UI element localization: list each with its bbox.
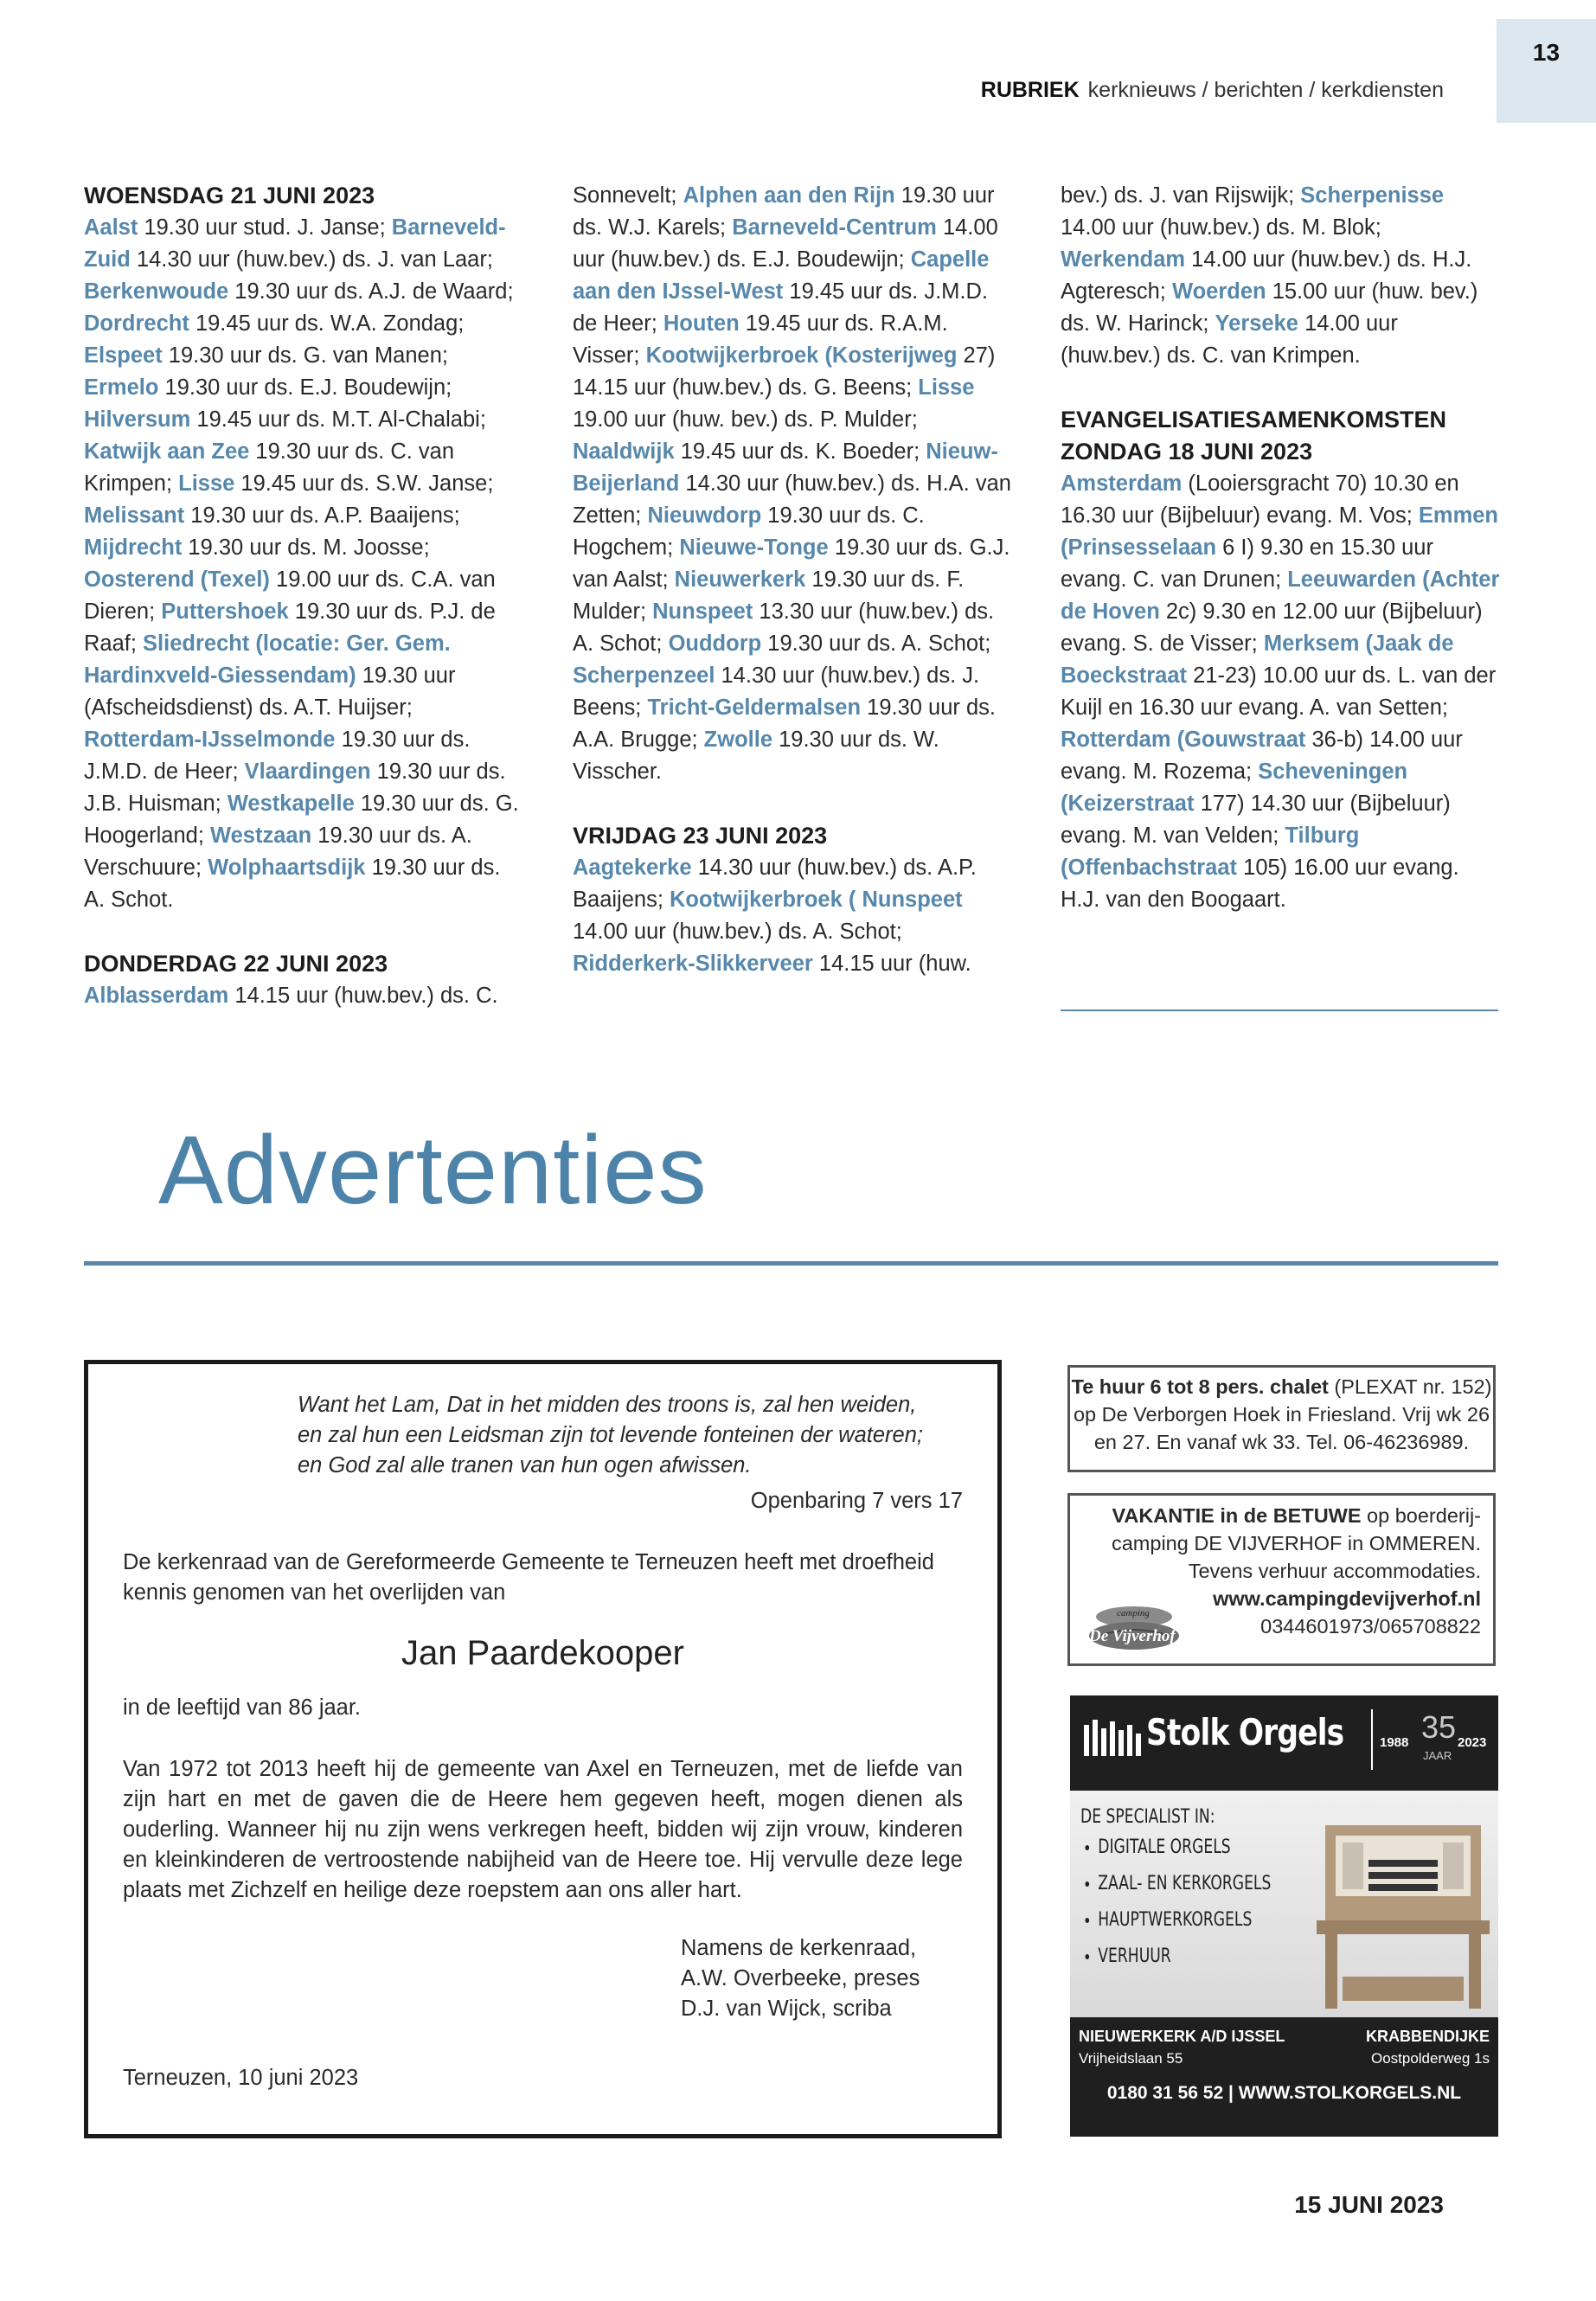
- specialist-heading: DE SPECIALIST IN:: [1080, 1806, 1215, 1828]
- address-2: Oostpolderweg 1s: [1370, 2050, 1490, 2067]
- place-name: Ridderkerk-Slikkerveer: [573, 952, 813, 976]
- evangelisation-meetings: Amsterdam (Looiersgracht 70) 10.30 en 16.30 uur (Bijbeluur) evang. M. Vos; Emmen (Prinsesselaan 6 I) 9.30 en 15.30 uur evang. C. van Drunen; Leeuwarden (Achter de Hoven 2c) 9.30 en 12.00 uur (Bijbeluur) evang. S. de Visser; Merksem (Jaak de Boeckstraat 21-23) 10.00 uur ds. L. van der Kuijl en 16.30 uur evang. A. van Setten; Rotterdam (Gouwstraat 36-b) 14.00 uur evang. M. Rozema; Scheveningen (Keizerstraat 177) 14.30 uur (Bijbeluur) evang. M. van Velden; Tilburg (Offenbachstraat 105) 16.00 uur evang. H.J. van den Boogaart.: [1061, 471, 1500, 912]
- chalet-ad-headline: Te huur 6 tot 8 pers. chalet: [1071, 1375, 1329, 1398]
- list-item: • VERHUUR: [1098, 1945, 1271, 1967]
- place-name: Puttershoek: [161, 599, 289, 624]
- place-name: Alphen aan den Rijn: [683, 183, 895, 208]
- location-1: NIEUWERKERK A/D IJSSEL: [1079, 2028, 1285, 2045]
- camping-phone: 0344601973/065708822: [1260, 1615, 1481, 1638]
- chalet-ad: [1067, 1365, 1496, 1472]
- place-name: Melissant: [84, 503, 185, 528]
- place-name: Barneveld-Zuid: [84, 215, 506, 272]
- bible-verse: [298, 1390, 963, 1481]
- verse-line: en zal hun een Leidsman zijn tot levende fonteinen der wateren;: [298, 1423, 923, 1447]
- services-column-2: [573, 180, 1014, 980]
- signature-line: D.J. van Wijck, scriba: [681, 1997, 892, 2021]
- stolk-contact[interactable]: 0180 31 56 52 | WWW.STOLKORGELS.NL: [1106, 2083, 1462, 2103]
- place-name: Barneveld-Centrum: [732, 215, 937, 240]
- location-2: KRABBENDIJKE: [1365, 2028, 1490, 2045]
- place-name: Westkapelle: [227, 792, 355, 816]
- services-thursday: Alblasserdam 14.15 uur (huw.bev.) ds. C.: [84, 984, 498, 1008]
- place-name: Houten: [663, 311, 740, 336]
- camping-logo-text: camping: [1117, 1608, 1150, 1618]
- day-heading-wednesday: WOENSDAG 21 JUNI 2023: [84, 183, 375, 208]
- chalet-ad-text: (PLEXAT nr. 152) op De Verborgen Hoek in Friesland. Vrij wk 26 en 27. En vanaf wk 33. Tel. 06-46236989.: [1073, 1375, 1492, 1453]
- stolk-specialties: [1070, 1791, 1498, 2017]
- camping-ad-text: Tevens verhuur accommodaties.: [1188, 1560, 1481, 1582]
- ads-divider: [84, 1261, 1498, 1266]
- place-name: Scherpenisse: [1300, 183, 1445, 208]
- notice-body: Van 1972 tot 2013 heeft hij de gemeente van Axel en Terneuzen, met de liefde van zijn hart en met de gaven die de Heere hem gegeven heeft, mogen dienen als ouderling. Wanneer hij nu zijn wens verkregen heeft, bidden wij zijn vrouw, kinderen en kleinkinderen de vertroostende nabijheid van de Heere toe. Hij vervulle deze lege plaats met Zichzelf en heilige deze roepstem aan ons aller hart.: [123, 1757, 963, 1902]
- verse-line: en God zal alle tranen van hun ogen afwissen.: [298, 1453, 752, 1477]
- camping-ad-text: op boerderij-: [1361, 1504, 1481, 1527]
- list-item: • ZAAL- EN KERKORGELS: [1098, 1873, 1271, 1894]
- notice-intro: De kerkenraad van de Gereformeerde Gemeente te Terneuzen heeft met droefheid kennis genomen van het overlijden van: [123, 1550, 934, 1605]
- place-name: Nieuwe-Tonge: [679, 535, 829, 560]
- camping-ad-headline: VAKANTIE in de BETUWE: [1112, 1504, 1362, 1527]
- place-name: Kootwijkerbroek (Kosterijweg: [645, 343, 958, 368]
- year-to: 2023: [1458, 1735, 1487, 1750]
- camping-website[interactable]: www.campingdevijverhof.nl: [1213, 1587, 1481, 1610]
- place-name: Westzaan: [210, 824, 312, 848]
- place-name: Nieuwerkerk: [674, 567, 806, 592]
- place-name: Tilburg (Offenbachstraat: [1061, 824, 1360, 880]
- place-name: Oosterend (Texel): [84, 567, 270, 592]
- place-name: Ouddorp: [668, 631, 762, 656]
- place-name: Werkendam: [1061, 247, 1186, 272]
- signature-line: Namens de kerkenraad,: [681, 1936, 917, 1960]
- place-name: Amsterdam: [1061, 471, 1183, 496]
- place-name: Rotterdam (Gouwstraat: [1061, 727, 1306, 752]
- place-name: Elspeet: [84, 343, 163, 368]
- verse-line: Want het Lam, Dat in het midden des troons is, zal hen weiden,: [298, 1393, 917, 1417]
- place-name: Kootwijkerbroek ( Nunspeet: [670, 888, 963, 912]
- list-item: • HAUPTWERKORGELS: [1098, 1909, 1271, 1931]
- place-name: Wolphaartsdijk: [208, 856, 366, 880]
- header-section: RUBRIEK: [980, 78, 1080, 102]
- stolk-orgels-ad: [1070, 1695, 1498, 2137]
- year-from: 1988: [1380, 1735, 1409, 1750]
- place-name: Naaldwijk: [573, 439, 675, 464]
- place-name: Aagtekerke: [573, 856, 692, 880]
- verse-reference: Openbaring 7 vers 17: [750, 1489, 963, 1513]
- deceased-name: Jan Paardekooper: [401, 1634, 684, 1672]
- ads-section-title: Advertenties: [158, 1116, 708, 1224]
- place-name: Vlaardingen: [244, 760, 371, 784]
- place-name: Tricht-Geldermalsen: [647, 695, 862, 720]
- services-friday-continued: bev.) ds. J. van Rijswijk; Scherpenisse 14.00 uur (huw.bev.) ds. M. Blok; Werkendam 14.00 uur (huw.bev.) ds. H.J. Agteresch; Woerden 15.00 uur (huw. bev.) ds. W. Harinck; Yerseke 14.00 uur (huw.bev.) ds. C. van Krimpen.: [1061, 183, 1478, 368]
- place-name: Dordrecht: [84, 311, 189, 336]
- day-heading-thursday: DONDERDAG 22 JUNI 2023: [84, 951, 388, 977]
- page-number: 13: [1497, 19, 1596, 123]
- place-name: Lisse: [178, 471, 235, 496]
- anniversary-label: JAAR: [1423, 1749, 1452, 1762]
- place-name: Merksem (Jaak de Boeckstraat: [1061, 631, 1454, 688]
- services-wednesday: Aalst 19.30 uur stud. J. Janse; Barneveld-Zuid 14.30 uur (huw.bev.) ds. J. van Laar; Berkenwoude 19.30 uur ds. A.J. de Waard; Dordrecht 19.45 uur ds. W.A. Zondag; Elspeet 19.30 uur ds. G. van Manen; Ermelo 19.30 uur ds. E.J. Boudewijn; Hilversum 19.45 uur ds. M.T. Al-Chalabi; Katwijk aan Zee 19.30 uur ds. C. van Krimpen; Lisse 19.45 uur ds. S.W. Janse; Melissant 19.30 uur ds. A.P. Baaijens; Mijdrecht 19.30 uur ds. M. Joosse; Oosterend (Texel) 19.00 uur ds. C.A. van Dieren; Puttershoek 19.30 uur ds. P.J. de Raaf; Sliedrecht (locatie: Ger. Gem. Hardinxveld-Giessendam) 19.30 uur (Afscheidsdienst) ds. A.T. Huijser; Rotterdam-IJsselmonde 19.30 uur ds. J.M.D. de Heer; Vlaardingen 19.30 uur ds. J.B. Huisman; Westkapelle 19.30 uur ds. G. Hoogerland; Westzaan 19.30 uur ds. A. Verschuure; Wolphaartsdijk 19.30 uur ds. A. Schot.: [84, 215, 519, 912]
- place-name: Aalst: [84, 215, 138, 240]
- place-name: Mijdrecht: [84, 535, 183, 560]
- notice-signature: [681, 1933, 963, 2024]
- place-name: Scheveningen (Keizerstraat: [1061, 760, 1408, 816]
- organ-image: [1317, 1825, 1490, 2011]
- day-heading-friday: VRIJDAG 23 JUNI 2023: [573, 823, 828, 849]
- place-name: Nieuwdorp: [647, 503, 762, 528]
- organ-pipes-icon: [1082, 1716, 1143, 1758]
- place-name: Alblasserdam: [84, 984, 229, 1008]
- place-name: Lisse: [918, 375, 975, 400]
- place-name: Zwolle: [703, 727, 773, 752]
- deceased-age: in de leeftijd van 86 jaar.: [123, 1695, 362, 1720]
- camping-logo-name: De Vijverhof: [1089, 1627, 1176, 1645]
- list-item: • DIGITALE ORGELS: [1098, 1836, 1271, 1858]
- place-name: Nunspeet: [652, 599, 753, 624]
- place-name: Katwijk aan Zee: [84, 439, 250, 464]
- services-column-3: [1061, 180, 1502, 916]
- page-header: [981, 78, 1444, 103]
- place-name: Leeuwarden (Achter de Hoven: [1061, 567, 1500, 624]
- place-name: Berkenwoude: [84, 279, 229, 304]
- camping-logo: [1082, 1598, 1203, 1651]
- address-1: Vrijheidslaan 55: [1079, 2050, 1183, 2067]
- notice-place-date: Terneuzen, 10 juni 2023: [123, 2066, 359, 2090]
- obituary-notice: [84, 1360, 1002, 2138]
- place-name: Ermelo: [84, 375, 159, 400]
- place-name: Nieuw-Beijerland: [573, 439, 998, 496]
- column-divider: [1061, 1009, 1498, 1011]
- evangelisation-date: ZONDAG 18 JUNI 2023: [1061, 439, 1313, 465]
- camping-ad: [1067, 1493, 1496, 1666]
- evangelisation-heading: EVANGELISATIESAMENKOMSTEN: [1061, 407, 1447, 433]
- services-column-1: [84, 180, 525, 1012]
- anniversary-number: 35: [1421, 1709, 1457, 1745]
- specialties-list: [1080, 1836, 1271, 1967]
- services-friday: Aagtekerke 14.30 uur (huw.bev.) ds. A.P. Baaijens; Kootwijkerbroek ( Nunspeet 14.00 uur (huw.bev.) ds. A. Schot; Ridderkerk-Slikkerveer 14.15 uur (huw.: [573, 856, 977, 976]
- stolk-brand: Stolk Orgels: [1146, 1711, 1344, 1753]
- header-topics: kerknieuws / berichten / kerkdiensten: [1087, 78, 1444, 102]
- place-name: Scherpenzeel: [573, 663, 715, 688]
- anniversary-badge: [1371, 1709, 1494, 1770]
- signature-line: A.W. Overbeeke, preses: [681, 1966, 920, 1990]
- place-name: Yerseke: [1215, 311, 1298, 336]
- place-name: Emmen (Prinsesselaan: [1061, 503, 1499, 560]
- services-thursday-continued: Sonnevelt; Alphen aan den Rijn 19.30 uur ds. W.J. Karels; Barneveld-Centrum 14.00 uur (huw.bev.) ds. E.J. Boudewijn; Capelle aan den IJssel-West 19.45 uur ds. J.M.D. de Heer; Houten 19.45 uur ds. R.A.M. Visser; Kootwijkerbroek (Kosterijweg 27) 14.15 uur (huw.bev.) ds. G. Beens; Lisse 19.00 uur (huw. bev.) ds. P. Mulder; Naaldwijk 19.45 uur ds. K. Boeder; Nieuw-Beijerland 14.30 uur (huw.bev.) ds. H.A. van Zetten; Nieuwdorp 19.30 uur ds. C. Hogchem; Nieuwe-Tonge 19.30 uur ds. G.J. van Aalst; Nieuwerkerk 19.30 uur ds. F. Mulder; Nunspeet 13.30 uur (huw.bev.) ds. A. Schot; Ouddorp 19.30 uur ds. A. Schot; Scherpenzeel 14.30 uur (huw.bev.) ds. J. Beens; Tricht-Geldermalsen 19.30 uur ds. A.A. Brugge; Zwolle 19.30 uur ds. W. Visscher.: [573, 183, 1011, 784]
- issue-date: 15 JUNI 2023: [1294, 2191, 1444, 2218]
- camping-ad-text: camping DE VIJVERHOF in OMMEREN.: [1111, 1532, 1481, 1554]
- place-name: Woerden: [1171, 279, 1266, 304]
- place-name: Sliedrecht (locatie: Ger. Gem. Hardinxveld-Giessendam): [84, 631, 451, 688]
- place-name: Capelle aan den IJssel-West: [573, 247, 990, 304]
- place-name: Rotterdam-IJsselmonde: [84, 727, 336, 752]
- place-name: Hilversum: [84, 407, 191, 432]
